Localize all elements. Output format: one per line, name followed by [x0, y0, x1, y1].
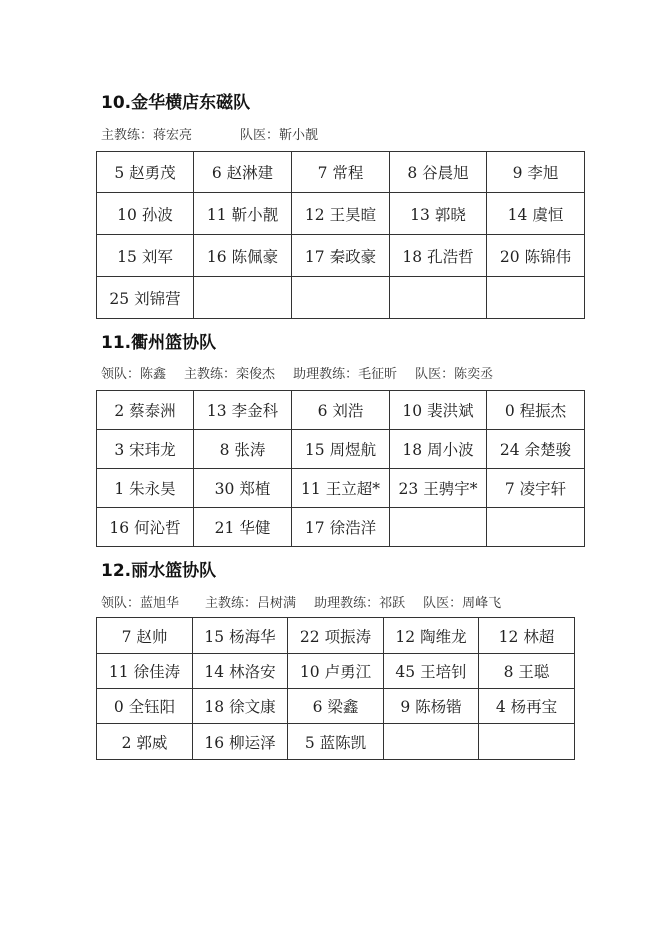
player-cell: 13 李金科 [194, 391, 292, 430]
player-cell: 3 宋玮龙 [97, 430, 194, 469]
player-cell: 21 华健 [194, 508, 292, 547]
staff-label: 助理教练： [314, 596, 380, 611]
staff-name: 吕树满 [257, 596, 297, 611]
staff-label: 队医： [423, 596, 463, 611]
team-title: 12.丽水篮协队 [101, 561, 217, 581]
player-cell [390, 277, 487, 319]
player-cell: 14 林洛安 [193, 654, 288, 689]
player-cell: 22 项振涛 [288, 618, 384, 654]
staff-label: 队医： [415, 367, 455, 382]
player-cell: 17 秦政豪 [292, 235, 390, 277]
player-cell: 10 裴洪斌 [390, 391, 487, 430]
staff-name: 陈鑫 [140, 367, 167, 382]
player-cell: 20 陈锦伟 [487, 235, 585, 277]
staff-name: 祁跃 [379, 596, 406, 611]
staff-name: 栾俊杰 [236, 367, 276, 382]
player-cell: 23 王骋宇* [390, 469, 487, 508]
staff-label: 助理教练： [293, 367, 359, 382]
staff-label: 主教练： [205, 596, 258, 611]
player-cell: 9 陈杨锴 [384, 689, 479, 724]
roster-table [96, 390, 585, 547]
player-cell [487, 277, 585, 319]
staff-label: 领队： [101, 367, 141, 382]
player-cell: 10 卢勇江 [288, 654, 384, 689]
table-row [97, 235, 585, 277]
player-cell [384, 724, 479, 760]
table-row [97, 193, 585, 235]
player-cell [390, 508, 487, 547]
table-row [97, 430, 585, 469]
table-row [97, 152, 585, 193]
player-cell: 11 徐佳涛 [97, 654, 193, 689]
player-cell: 30 郑植 [194, 469, 292, 508]
player-cell: 2 蔡泰洲 [97, 391, 194, 430]
table-row [97, 469, 585, 508]
player-cell [194, 277, 292, 319]
player-cell: 10 孙波 [97, 193, 194, 235]
table-row [97, 618, 575, 654]
player-cell: 15 杨海华 [193, 618, 288, 654]
player-cell: 18 孔浩哲 [390, 235, 487, 277]
table-row [97, 277, 585, 319]
staff-label: 队医： [240, 128, 280, 143]
player-cell: 12 林超 [479, 618, 575, 654]
player-cell: 8 王聪 [479, 654, 575, 689]
player-cell: 25 刘锦营 [97, 277, 194, 319]
staff-line [101, 592, 501, 611]
player-cell: 16 柳运泽 [193, 724, 288, 760]
player-cell: 14 虞恒 [487, 193, 585, 235]
player-cell [487, 508, 585, 547]
player-cell: 7 凌宇轩 [487, 469, 585, 508]
player-cell: 11 靳小靓 [194, 193, 292, 235]
table-row [97, 654, 575, 689]
player-cell: 7 常程 [292, 152, 390, 193]
table-row [97, 508, 585, 547]
player-cell [479, 724, 575, 760]
staff-name: 靳小靓 [279, 128, 319, 143]
player-cell: 5 赵勇茂 [97, 152, 194, 193]
player-cell: 0 全钰阳 [97, 689, 193, 724]
player-cell: 16 陈佩豪 [194, 235, 292, 277]
player-cell: 8 谷晨旭 [390, 152, 487, 193]
player-cell: 0 程振杰 [487, 391, 585, 430]
team-title: 11.衢州篮协队 [101, 333, 217, 353]
player-cell: 6 刘浩 [292, 391, 390, 430]
player-cell: 18 徐文康 [193, 689, 288, 724]
table-row [97, 689, 575, 724]
staff-label: 主教练： [101, 128, 154, 143]
player-cell: 17 徐浩洋 [292, 508, 390, 547]
staff-name: 毛征昕 [358, 367, 398, 382]
player-cell: 11 王立超* [292, 469, 390, 508]
player-cell: 5 蓝陈凯 [288, 724, 384, 760]
staff-name: 蒋宏亮 [153, 128, 193, 143]
table-row [97, 724, 575, 760]
roster-table [96, 617, 575, 760]
player-cell: 45 王培钊 [384, 654, 479, 689]
player-cell: 15 周煜航 [292, 430, 390, 469]
roster-table [96, 151, 585, 319]
player-cell: 8 张涛 [194, 430, 292, 469]
player-cell: 1 朱永昊 [97, 469, 194, 508]
player-cell: 9 李旭 [487, 152, 585, 193]
staff-line [101, 363, 493, 382]
player-cell: 2 郭威 [97, 724, 193, 760]
team-title: 10.金华横店东磁队 [101, 93, 251, 113]
player-cell: 12 陶维龙 [384, 618, 479, 654]
player-cell: 12 王昊暄 [292, 193, 390, 235]
player-cell: 7 赵帅 [97, 618, 193, 654]
staff-line [101, 124, 318, 143]
player-cell: 15 刘军 [97, 235, 194, 277]
staff-name: 周峰飞 [462, 596, 502, 611]
player-cell: 13 郭晓 [390, 193, 487, 235]
player-cell [292, 277, 390, 319]
staff-label: 主教练： [184, 367, 237, 382]
player-cell: 6 赵淋建 [194, 152, 292, 193]
staff-name: 蓝旭华 [140, 596, 180, 611]
table-row [97, 391, 585, 430]
player-cell: 6 梁鑫 [288, 689, 384, 724]
staff-label: 领队： [101, 596, 141, 611]
player-cell: 24 余楚骏 [487, 430, 585, 469]
player-cell: 18 周小波 [390, 430, 487, 469]
staff-name: 陈奕丞 [454, 367, 494, 382]
player-cell: 16 何沁哲 [97, 508, 194, 547]
player-cell: 4 杨再宝 [479, 689, 575, 724]
